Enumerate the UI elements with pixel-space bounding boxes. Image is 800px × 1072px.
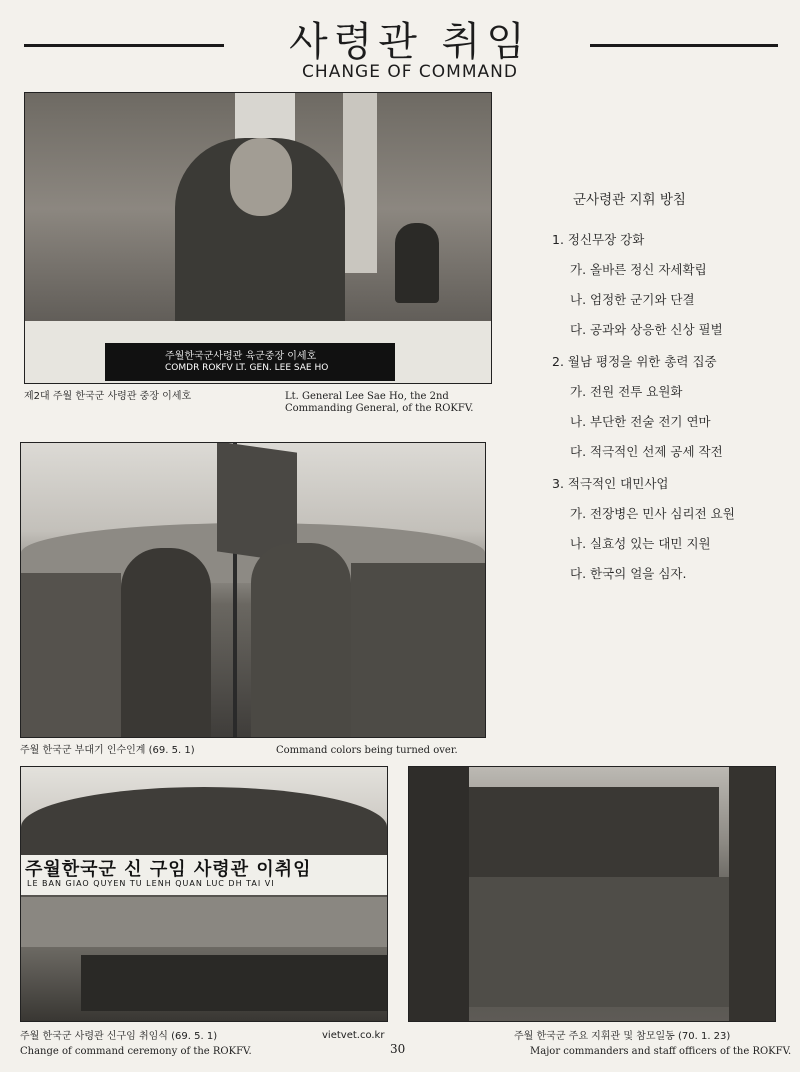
photo3-caption-english: Change of command ceremony of the ROKFV. <box>20 1046 252 1057</box>
photo-ceremony <box>20 766 388 1022</box>
policy-main-item: 1. 정신무장 강화 <box>552 232 645 247</box>
command-policy <box>540 188 780 596</box>
ceremony-banner-vietnamese: LE BAN GIAO QUYEN TU LENH QUAN LUC DH TAI VI <box>27 879 275 888</box>
policy-sub-item: 가. 올바른 정신 자세확립 <box>570 262 707 277</box>
officer-head <box>230 138 292 216</box>
photo-colors-handover <box>20 442 486 738</box>
photo1-caption-korean: 제2대 주월 한국군 사령관 중장 이세호 <box>24 391 192 402</box>
officer-left <box>121 548 211 737</box>
photo1-caption-english-line2: Commanding General, of the ROKFV. <box>285 403 474 414</box>
page-number: 30 <box>390 1042 406 1056</box>
policy-main-item: 2. 월남 평정을 위한 총력 집중 <box>552 354 717 369</box>
crowd-right <box>351 563 485 737</box>
marching-troops <box>81 955 387 1011</box>
policy-section-3 <box>540 474 780 582</box>
policy-sub-item: 나. 엄정한 군기와 단결 <box>570 292 695 307</box>
policy-sub-item: 가. 전원 전투 요원화 <box>570 384 683 399</box>
source-website: vietvet.co.kr <box>322 1030 385 1041</box>
tree-left <box>409 767 469 1021</box>
photo4-caption-english: Major commanders and staff officers of the ROKFV. <box>530 1046 792 1057</box>
header-rule-right <box>590 44 778 47</box>
policy-heading: 군사령관 지휘 방침 <box>573 192 686 208</box>
trophy-cup <box>395 223 439 303</box>
policy-main-item: 3. 적극적인 대민사업 <box>552 476 669 491</box>
photo2-caption-korean: 주월 한국군 부대기 인수인계 (69. 5. 1) <box>20 745 195 756</box>
policy-section-1 <box>540 230 780 338</box>
crowd-left <box>21 573 121 737</box>
tree-right <box>729 767 775 1021</box>
photo1-caption-english-line1: Lt. General Lee Sae Ho, the 2nd <box>285 391 449 402</box>
front-row-officers <box>449 877 749 1007</box>
placard-korean-text: 주월한국군사령관 육군중장 이세호 <box>165 351 317 362</box>
photo-commander-at-desk <box>24 92 492 384</box>
reviewing-stand <box>21 897 387 947</box>
policy-sub-item: 나. 부단한 전술 전기 연마 <box>570 414 711 429</box>
ceremony-banner-korean: 주월한국군 신 구임 사령관 이취임 <box>25 859 312 880</box>
policy-sub-item: 가. 전장병은 민사 심리전 요원 <box>570 506 735 521</box>
photo2-caption-english: Command colors being turned over. <box>276 745 458 756</box>
page-title-english: CHANGE OF COMMAND <box>302 62 518 82</box>
header-rule-left <box>24 44 224 47</box>
flag-shape-right <box>343 93 377 273</box>
policy-sub-item: 다. 적극적인 선제 공세 작전 <box>570 444 723 459</box>
policy-sub-item: 다. 한국의 얼을 심자. <box>570 566 687 581</box>
placard-english-text: COMDR ROKFV LT. GEN. LEE SAE HO <box>165 363 329 373</box>
officer-right <box>251 543 351 737</box>
photo3-caption-korean: 주월 한국군 사령관 신구임 취임식 (69. 5. 1) <box>20 1031 218 1042</box>
page-title-korean: 사령관 취임 <box>289 19 531 65</box>
policy-sub-item: 나. 실효성 있는 대민 지원 <box>570 536 711 551</box>
policy-section-2 <box>540 352 780 460</box>
policy-sub-item: 다. 공과와 상응한 신상 필벌 <box>570 322 723 337</box>
photo-officers-group <box>408 766 776 1022</box>
photo4-caption-korean: 주월 한국군 주요 지휘관 및 참모일동 (70. 1. 23) <box>514 1031 731 1042</box>
